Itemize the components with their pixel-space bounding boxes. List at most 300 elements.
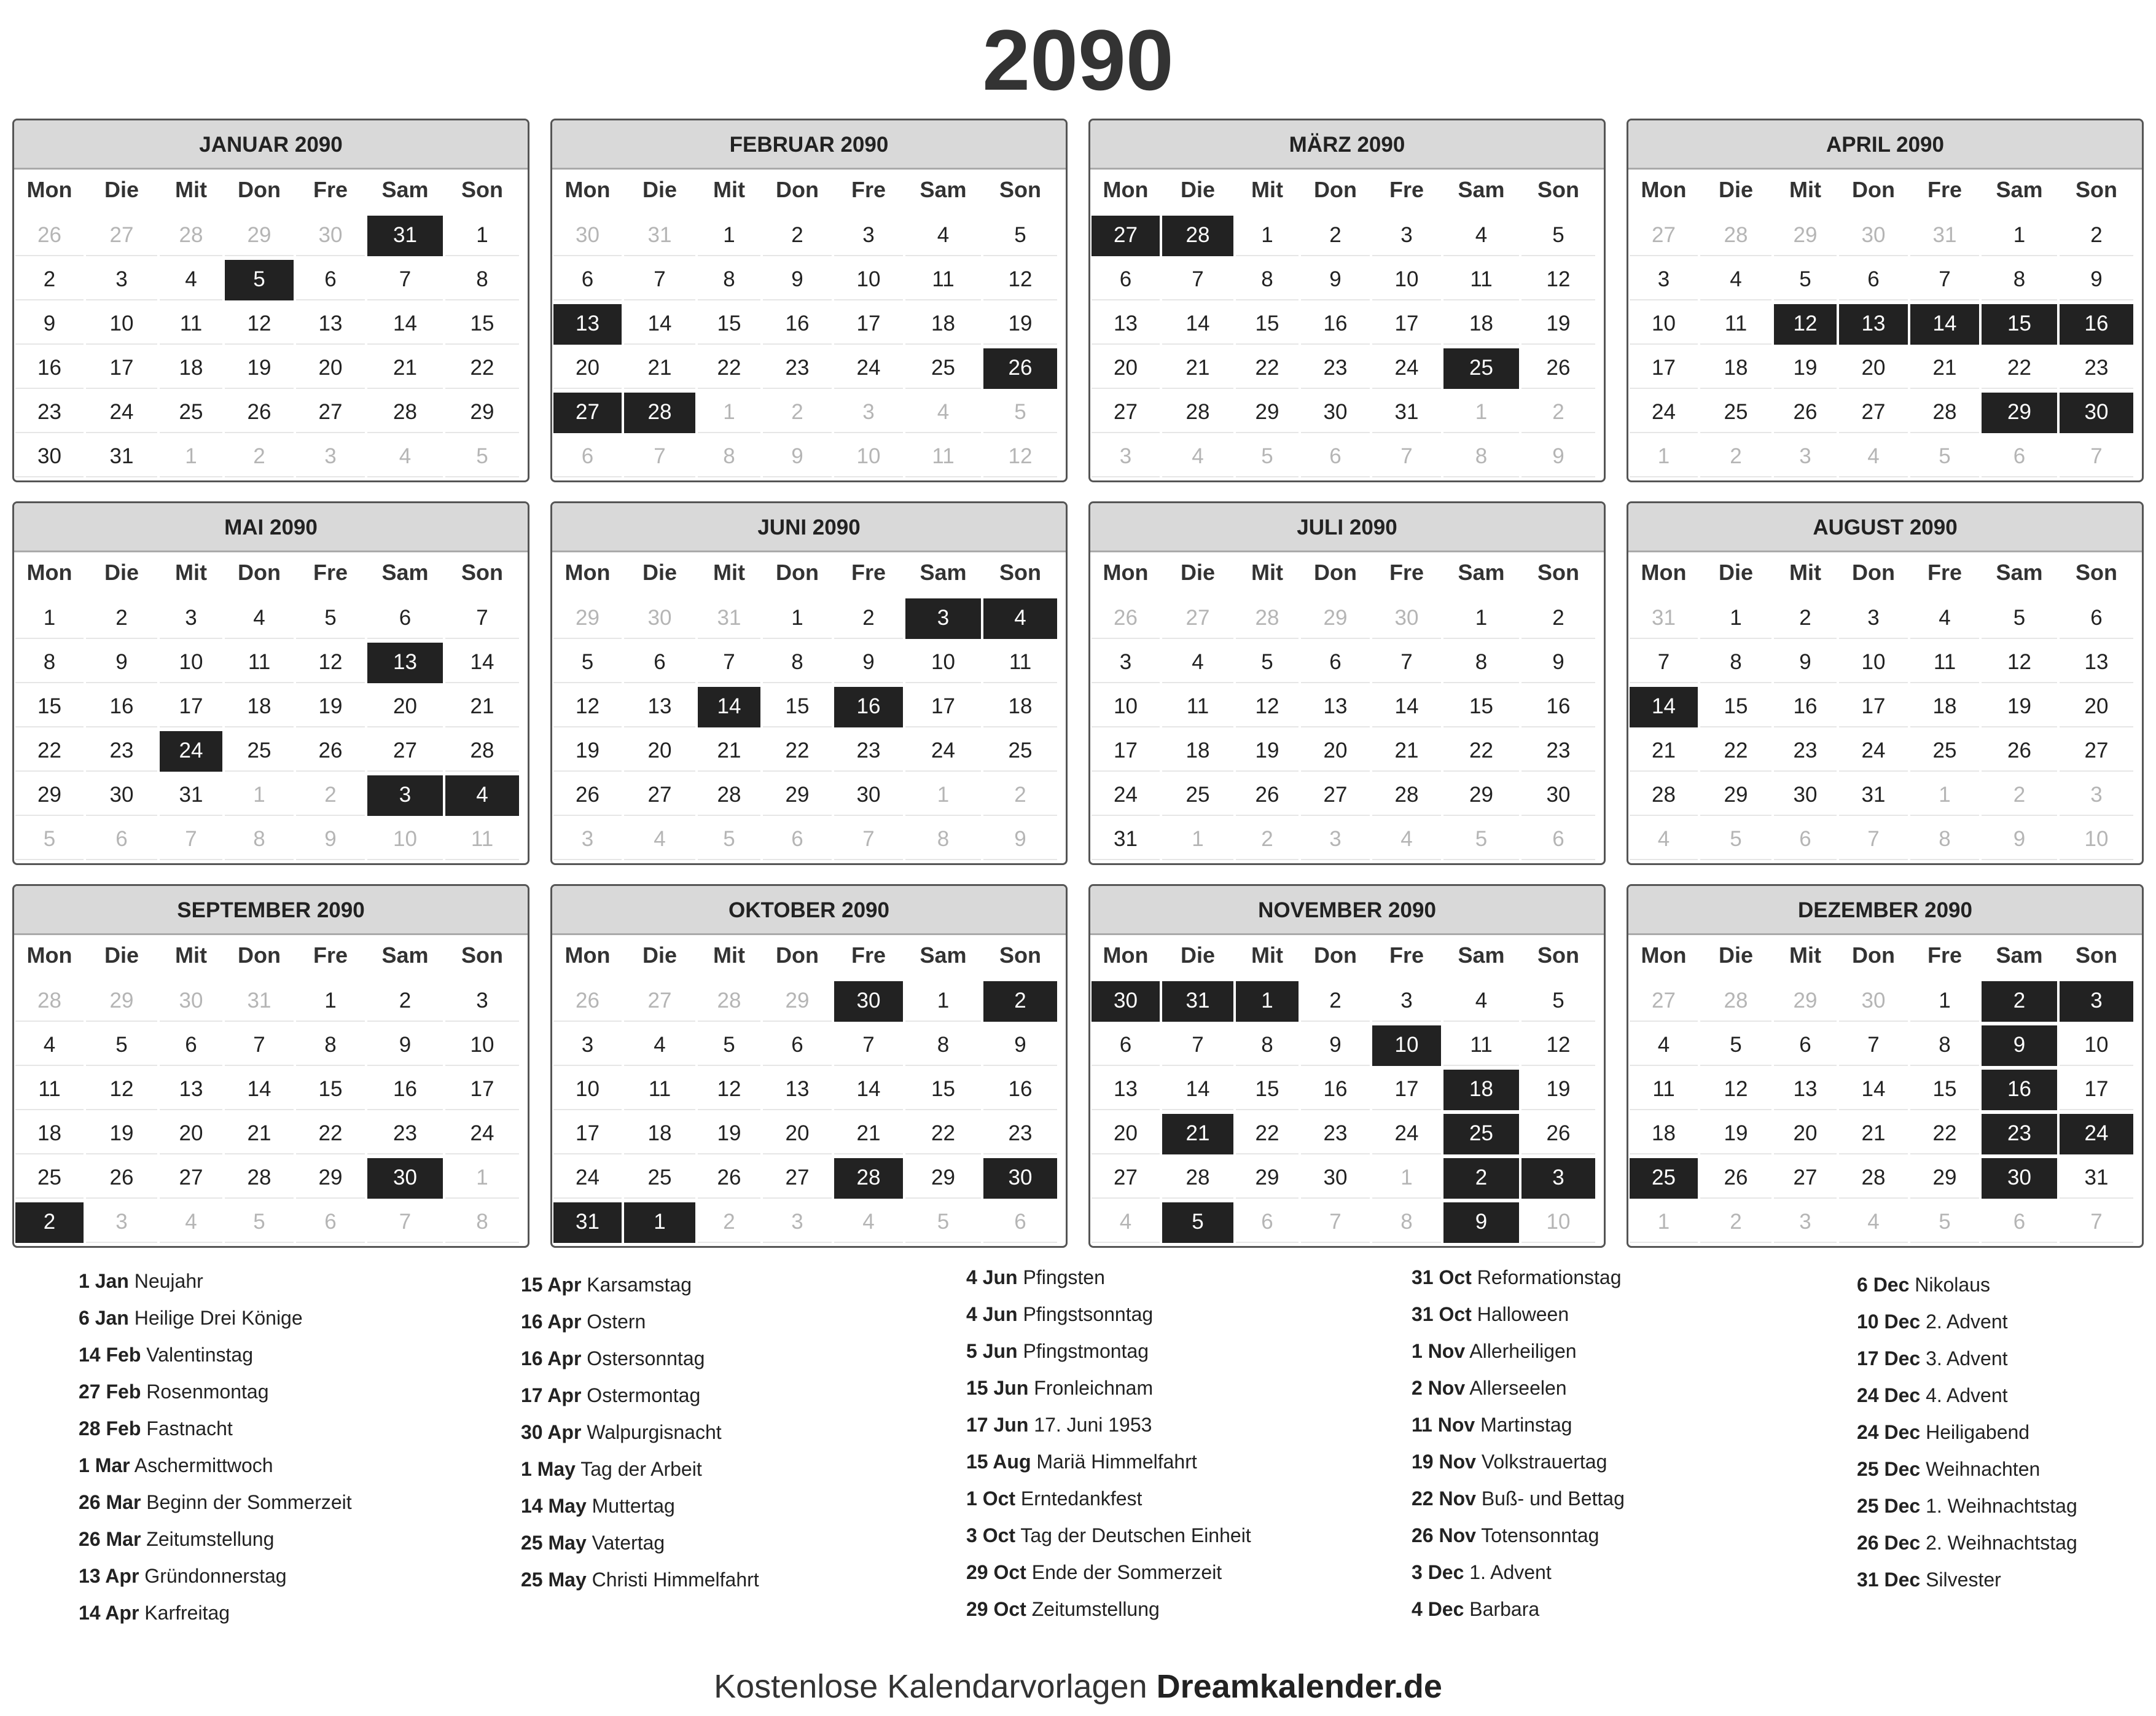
- day-cell: 26: [553, 775, 622, 816]
- day-cell: 25: [160, 393, 222, 433]
- day-cell: 24: [834, 348, 903, 389]
- day-cell: 24: [1372, 348, 1441, 389]
- day-cell: 14: [367, 304, 443, 345]
- day-cell: 10: [2060, 820, 2133, 860]
- holiday-item: [1412, 1480, 1842, 1517]
- weekday-header: Don: [776, 942, 819, 968]
- day-cell: 13: [1301, 687, 1370, 727]
- day-cell-highlighted: 25: [1443, 348, 1519, 389]
- holiday-name: Muttertag: [592, 1495, 675, 1517]
- day-cell: 13: [160, 1070, 222, 1110]
- day-cell: 3: [1092, 643, 1160, 683]
- weekday-header: Die: [642, 560, 678, 585]
- day-cell: 14: [1162, 304, 1233, 345]
- day-cell: 23: [1521, 731, 1595, 772]
- day-cell: 7: [834, 1025, 903, 1066]
- day-cell: 6: [160, 1025, 222, 1066]
- month-grid: [14, 552, 528, 862]
- day-cell: 2: [15, 260, 84, 300]
- holiday-item: [79, 1447, 509, 1484]
- holiday-name: 2. Weihnachtstag: [1926, 1532, 2077, 1554]
- day-cell: 20: [1774, 1114, 1837, 1154]
- weekday-header: Mit: [1789, 560, 1821, 585]
- holiday-item: [79, 1299, 509, 1336]
- day-cell-highlighted: 3: [2060, 981, 2133, 1022]
- day-cell-highlighted: 4: [983, 598, 1057, 639]
- day-cell: 5: [1443, 820, 1519, 860]
- month-grid: [1628, 170, 2142, 479]
- day-cell: 17: [2060, 1070, 2133, 1110]
- weekday-header: Die: [1180, 560, 1216, 585]
- day-cell: 5: [15, 820, 84, 860]
- month-title: SEPTEMBER 2090: [14, 886, 528, 935]
- day-cell: 11: [15, 1070, 84, 1110]
- weekday-header: Don: [776, 560, 819, 585]
- weekday-header: Don: [1314, 560, 1357, 585]
- holiday-name: 3. Advent: [1926, 1347, 2008, 1369]
- day-cell: 25: [983, 731, 1057, 772]
- holiday-item: [79, 1594, 509, 1631]
- day-cell: 17: [445, 1070, 519, 1110]
- weekday-header: Fre: [313, 177, 348, 202]
- weekday-header: Sam: [920, 942, 967, 968]
- day-cell: 31: [1092, 820, 1160, 860]
- day-cell: 15: [1443, 687, 1519, 727]
- day-cell: 29: [1910, 1158, 1979, 1199]
- holiday-item: [79, 1336, 509, 1373]
- holiday-date: 26 Mar: [79, 1528, 141, 1550]
- day-cell-highlighted: 13: [1839, 304, 1908, 345]
- day-cell: 30: [553, 216, 622, 256]
- day-cell: 1: [445, 1158, 519, 1199]
- holiday-date: 17 Dec: [1857, 1347, 1921, 1369]
- day-cell-highlighted: 21: [1162, 1114, 1233, 1154]
- day-cell-highlighted: 14: [1630, 687, 1698, 727]
- day-cell: 6: [1774, 1025, 1837, 1066]
- day-cell: 29: [1301, 598, 1370, 639]
- day-cell: 17: [1630, 348, 1698, 389]
- day-cell: 19: [1236, 731, 1299, 772]
- holiday-name: Reformationstag: [1477, 1266, 1622, 1288]
- month-grid: [552, 552, 1066, 862]
- holiday-date: 31 Dec: [1857, 1569, 1921, 1591]
- day-cell: 11: [905, 260, 981, 300]
- day-cell-highlighted: 12: [1774, 304, 1837, 345]
- holiday-column: [521, 1266, 951, 1598]
- day-cell-highlighted: 30: [834, 981, 903, 1022]
- day-cell: 5: [698, 820, 760, 860]
- day-cell-highlighted: 1: [1236, 981, 1299, 1022]
- day-cell: 4: [160, 1202, 222, 1243]
- day-cell: 25: [905, 348, 981, 389]
- day-cell: 29: [15, 775, 84, 816]
- day-cell: 17: [1372, 1070, 1441, 1110]
- holiday-date: 19 Nov: [1412, 1451, 1476, 1473]
- holiday-date: 22 Nov: [1412, 1487, 1476, 1510]
- month-calendar: [1088, 119, 1606, 482]
- day-cell: 21: [624, 348, 695, 389]
- holiday-name: Allerheiligen: [1469, 1340, 1577, 1362]
- day-cell: 26: [15, 216, 84, 256]
- weekday-header: Sam: [381, 177, 429, 202]
- day-cell: 25: [225, 731, 294, 772]
- day-cell: 10: [834, 260, 903, 300]
- day-cell-highlighted: 24: [160, 731, 222, 772]
- day-cell: 12: [553, 687, 622, 727]
- day-cell: 3: [86, 260, 157, 300]
- weekday-header: Sam: [1458, 942, 1505, 968]
- weekday-header: Die: [1718, 942, 1754, 968]
- day-cell: 13: [1092, 304, 1160, 345]
- holiday-item: [79, 1557, 509, 1594]
- day-cell: 2: [1982, 775, 2057, 816]
- day-cell: 5: [698, 1025, 760, 1066]
- day-cell: 28: [160, 216, 222, 256]
- day-cell: 26: [698, 1158, 760, 1199]
- day-cell: 29: [1700, 775, 1771, 816]
- holiday-item: [1857, 1414, 2156, 1451]
- day-cell-highlighted: 3: [905, 598, 981, 639]
- day-cell: 5: [86, 1025, 157, 1066]
- day-cell: 20: [367, 687, 443, 727]
- day-cell: 4: [1372, 820, 1441, 860]
- day-cell: 15: [1910, 1070, 1979, 1110]
- day-cell: 8: [1700, 643, 1771, 683]
- day-cell: 30: [15, 437, 84, 477]
- day-cell: 16: [1521, 687, 1595, 727]
- day-cell-highlighted: 1: [624, 1202, 695, 1243]
- weekday-header: Don: [238, 560, 281, 585]
- holiday-date: 6 Dec: [1857, 1274, 1910, 1296]
- day-cell: 2: [1521, 598, 1595, 639]
- day-cell: 17: [1372, 304, 1441, 345]
- day-cell: 2: [983, 775, 1057, 816]
- day-cell-highlighted: 4: [445, 775, 519, 816]
- day-cell: 20: [160, 1114, 222, 1154]
- day-cell: 10: [553, 1070, 622, 1110]
- day-cell: 20: [296, 348, 365, 389]
- months-grid: [12, 119, 2144, 1248]
- holiday-item: [1412, 1591, 1842, 1628]
- holiday-name: Ostersonntag: [587, 1347, 705, 1369]
- month-calendar: [12, 119, 529, 482]
- day-cell-highlighted: 31: [367, 216, 443, 256]
- holiday-name: Silvester: [1926, 1569, 2001, 1591]
- day-cell-highlighted: 23: [1982, 1114, 2057, 1154]
- day-cell: 19: [553, 731, 622, 772]
- holiday-column: [79, 1263, 509, 1631]
- holiday-item: [79, 1373, 509, 1410]
- day-cell: 7: [624, 437, 695, 477]
- day-cell: 4: [1162, 437, 1233, 477]
- month-grid: [1090, 935, 1604, 1245]
- day-cell: 25: [15, 1158, 84, 1199]
- holiday-date: 16 Apr: [521, 1347, 582, 1369]
- month-title: OKTOBER 2090: [552, 886, 1066, 935]
- holiday-name: Allerseelen: [1469, 1377, 1567, 1399]
- day-cell: 4: [160, 260, 222, 300]
- holiday-date: 27 Feb: [79, 1381, 141, 1403]
- day-cell: 18: [1162, 731, 1233, 772]
- holiday-name: Aschermittwoch: [134, 1454, 273, 1476]
- holiday-date: 30 Apr: [521, 1421, 582, 1443]
- holiday-name: Ostern: [587, 1311, 646, 1333]
- weekday-header: Mon: [26, 942, 72, 968]
- month-calendar: [550, 501, 1068, 865]
- day-cell: 28: [1372, 775, 1441, 816]
- holiday-date: 10 Dec: [1857, 1311, 1921, 1333]
- day-cell: 6: [86, 820, 157, 860]
- weekday-header: Mon: [564, 560, 611, 585]
- day-cell: 26: [1700, 1158, 1771, 1199]
- day-cell: 5: [1700, 1025, 1771, 1066]
- weekday-header: Sam: [1458, 560, 1505, 585]
- holiday-date: 25 Dec: [1857, 1495, 1921, 1517]
- day-cell: 1: [698, 393, 760, 433]
- day-cell: 12: [1521, 260, 1595, 300]
- day-cell: 20: [1092, 1114, 1160, 1154]
- day-cell: 4: [834, 1202, 903, 1243]
- holiday-item: [521, 1414, 951, 1451]
- month-title: FEBRUAR 2090: [552, 120, 1066, 170]
- holiday-date: 26 Nov: [1412, 1524, 1476, 1546]
- day-cell: 23: [763, 348, 832, 389]
- weekday-header: Mon: [1641, 177, 1687, 202]
- holiday-date: 29 Oct: [966, 1598, 1026, 1620]
- holiday-date: 15 Apr: [521, 1274, 582, 1296]
- month-calendar: [550, 119, 1068, 482]
- day-cell: 5: [1236, 643, 1299, 683]
- weekday-header: Son: [2076, 177, 2117, 202]
- holiday-date: 26 Mar: [79, 1491, 141, 1513]
- day-cell: 1: [1910, 981, 1979, 1022]
- day-cell: 2: [86, 598, 157, 639]
- weekday-header: Mon: [1103, 942, 1149, 968]
- day-cell: 1: [1443, 393, 1519, 433]
- day-cell: 20: [1092, 348, 1160, 389]
- weekday-header: Mit: [175, 177, 207, 202]
- holiday-item: [1412, 1443, 1842, 1480]
- day-cell: 19: [1982, 687, 2057, 727]
- weekday-header: Don: [1852, 560, 1895, 585]
- day-cell-highlighted: 13: [553, 304, 622, 345]
- holiday-name: Erntedankfest: [1020, 1487, 1142, 1510]
- weekday-header: Fre: [313, 560, 348, 585]
- day-cell: 21: [1910, 348, 1979, 389]
- day-cell: 4: [1443, 981, 1519, 1022]
- weekday-header: Fre: [1389, 177, 1424, 202]
- day-cell-highlighted: 30: [2060, 393, 2133, 433]
- day-cell: 17: [1092, 731, 1160, 772]
- day-cell-highlighted: 14: [1910, 304, 1979, 345]
- month-calendar: [1088, 884, 1606, 1248]
- day-cell: 24: [553, 1158, 622, 1199]
- holiday-name: Karfreitag: [144, 1602, 230, 1624]
- day-cell: 23: [983, 1114, 1057, 1154]
- weekday-header: Die: [1718, 560, 1754, 585]
- day-cell: 10: [2060, 1025, 2133, 1066]
- weekday-header: Mit: [1251, 560, 1283, 585]
- day-cell: 4: [1630, 1025, 1698, 1066]
- weekday-header: Son: [461, 177, 503, 202]
- day-cell: 4: [624, 820, 695, 860]
- day-cell: 19: [698, 1114, 760, 1154]
- month-grid: [1090, 170, 1604, 479]
- holiday-item: [1857, 1340, 2156, 1377]
- holiday-date: 13 Apr: [79, 1565, 139, 1587]
- day-cell: 20: [763, 1114, 832, 1154]
- holiday-column: [966, 1259, 1396, 1628]
- day-cell: 9: [2060, 260, 2133, 300]
- weekday-header: Mon: [26, 177, 72, 202]
- holiday-name: Totensonntag: [1481, 1524, 1599, 1546]
- holiday-item: [79, 1263, 509, 1299]
- month-title: NOVEMBER 2090: [1090, 886, 1604, 935]
- day-cell: 11: [983, 643, 1057, 683]
- day-cell: 26: [1774, 393, 1837, 433]
- day-cell: 30: [86, 775, 157, 816]
- weekday-header: Mit: [1251, 942, 1283, 968]
- day-cell: 11: [1162, 687, 1233, 727]
- day-cell: 16: [1301, 1070, 1370, 1110]
- day-cell: 18: [1443, 304, 1519, 345]
- weekday-header: Sam: [920, 560, 967, 585]
- day-cell: 12: [983, 437, 1057, 477]
- weekday-header: Die: [104, 942, 139, 968]
- day-cell: 9: [983, 1025, 1057, 1066]
- day-cell: 22: [698, 348, 760, 389]
- day-cell: 13: [763, 1070, 832, 1110]
- day-cell: 12: [1700, 1070, 1771, 1110]
- day-cell: 28: [1236, 598, 1299, 639]
- day-cell: 15: [698, 304, 760, 345]
- day-cell: 10: [905, 643, 981, 683]
- day-cell: 11: [1443, 260, 1519, 300]
- holiday-date: 3 Oct: [966, 1524, 1016, 1546]
- day-cell: 19: [1521, 304, 1595, 345]
- day-cell: 31: [160, 775, 222, 816]
- day-cell: 3: [1774, 437, 1837, 477]
- holiday-item: [966, 1480, 1396, 1517]
- day-cell-highlighted: 25: [1443, 1114, 1519, 1154]
- day-cell: 3: [1774, 1202, 1837, 1243]
- month-calendar: [12, 884, 529, 1248]
- day-cell: 8: [1372, 1202, 1441, 1243]
- day-cell: 30: [1301, 1158, 1370, 1199]
- day-cell: 8: [698, 260, 760, 300]
- holiday-name: Neujahr: [134, 1270, 203, 1292]
- day-cell: 6: [1982, 1202, 2057, 1243]
- day-cell: 7: [1630, 643, 1698, 683]
- day-cell: 28: [1700, 981, 1771, 1022]
- footer: [0, 1665, 2156, 1708]
- month-calendar: [1088, 501, 1606, 865]
- day-cell: 7: [445, 598, 519, 639]
- day-cell: 6: [1301, 437, 1370, 477]
- day-cell: 2: [296, 775, 365, 816]
- holiday-item: [521, 1451, 951, 1487]
- weekday-header: Fre: [1389, 560, 1424, 585]
- month-calendar: [1627, 501, 2144, 865]
- month-title: MÄRZ 2090: [1090, 120, 1604, 170]
- day-cell: 27: [2060, 731, 2133, 772]
- day-cell: 5: [983, 216, 1057, 256]
- day-cell: 5: [1700, 820, 1771, 860]
- holiday-date: 25 May: [521, 1532, 587, 1554]
- holiday-item: [1857, 1377, 2156, 1414]
- day-cell: 5: [1774, 260, 1837, 300]
- day-cell: 27: [1630, 216, 1698, 256]
- day-cell: 8: [905, 1025, 981, 1066]
- holiday-date: 2 Nov: [1412, 1377, 1466, 1399]
- day-cell-highlighted: 14: [698, 687, 760, 727]
- day-cell: 14: [1839, 1070, 1908, 1110]
- holiday-name: Gründonnerstag: [144, 1565, 287, 1587]
- day-cell: 11: [624, 1070, 695, 1110]
- day-cell: 7: [1372, 643, 1441, 683]
- day-cell: 23: [2060, 348, 2133, 389]
- day-cell: 25: [624, 1158, 695, 1199]
- weekday-header: Die: [104, 560, 139, 585]
- month-grid: [1628, 935, 2142, 1245]
- day-cell: 31: [86, 437, 157, 477]
- day-cell: 31: [1372, 393, 1441, 433]
- day-cell-highlighted: 9: [1982, 1025, 2057, 1066]
- day-cell: 21: [1839, 1114, 1908, 1154]
- day-cell: 16: [1301, 304, 1370, 345]
- weekday-header: Don: [1852, 942, 1895, 968]
- holiday-date: 14 Feb: [79, 1344, 141, 1366]
- weekday-header: Mit: [713, 177, 745, 202]
- day-cell: 3: [296, 437, 365, 477]
- day-cell: 28: [15, 981, 84, 1022]
- day-cell-highlighted: 24: [2060, 1114, 2133, 1154]
- holiday-item: [521, 1561, 951, 1598]
- weekday-header: Fre: [851, 560, 886, 585]
- day-cell: 23: [1301, 348, 1370, 389]
- day-cell: 6: [1839, 260, 1908, 300]
- day-cell: 15: [905, 1070, 981, 1110]
- day-cell: 27: [160, 1158, 222, 1199]
- day-cell-highlighted: 15: [1982, 304, 2057, 345]
- holiday-name: Tag der Deutschen Einheit: [1020, 1524, 1251, 1546]
- day-cell: 30: [160, 981, 222, 1022]
- holiday-name: Pfingsten: [1023, 1266, 1105, 1288]
- holiday-name: 1. Weihnachtstag: [1926, 1495, 2077, 1517]
- weekday-header: Sam: [381, 942, 429, 968]
- day-cell: 30: [1372, 598, 1441, 639]
- month-calendar: [1627, 884, 2144, 1248]
- day-cell: 10: [1372, 260, 1441, 300]
- day-cell: 4: [1910, 598, 1979, 639]
- holiday-name: Barbara: [1469, 1598, 1540, 1620]
- day-cell: 20: [2060, 687, 2133, 727]
- day-cell: 25: [1162, 775, 1233, 816]
- weekday-header: Son: [461, 942, 503, 968]
- holiday-date: 3 Dec: [1412, 1561, 1464, 1583]
- day-cell: 3: [1092, 437, 1160, 477]
- month-title: AUGUST 2090: [1628, 503, 2142, 552]
- day-cell: 5: [1982, 598, 2057, 639]
- holiday-name: Weihnachten: [1926, 1458, 2041, 1480]
- day-cell: 8: [296, 1025, 365, 1066]
- day-cell: 26: [1982, 731, 2057, 772]
- holiday-item: [966, 1554, 1396, 1591]
- day-cell: 21: [225, 1114, 294, 1154]
- day-cell: 4: [1630, 820, 1698, 860]
- day-cell: 9: [1521, 643, 1595, 683]
- holiday-name: Fronleichnam: [1034, 1377, 1154, 1399]
